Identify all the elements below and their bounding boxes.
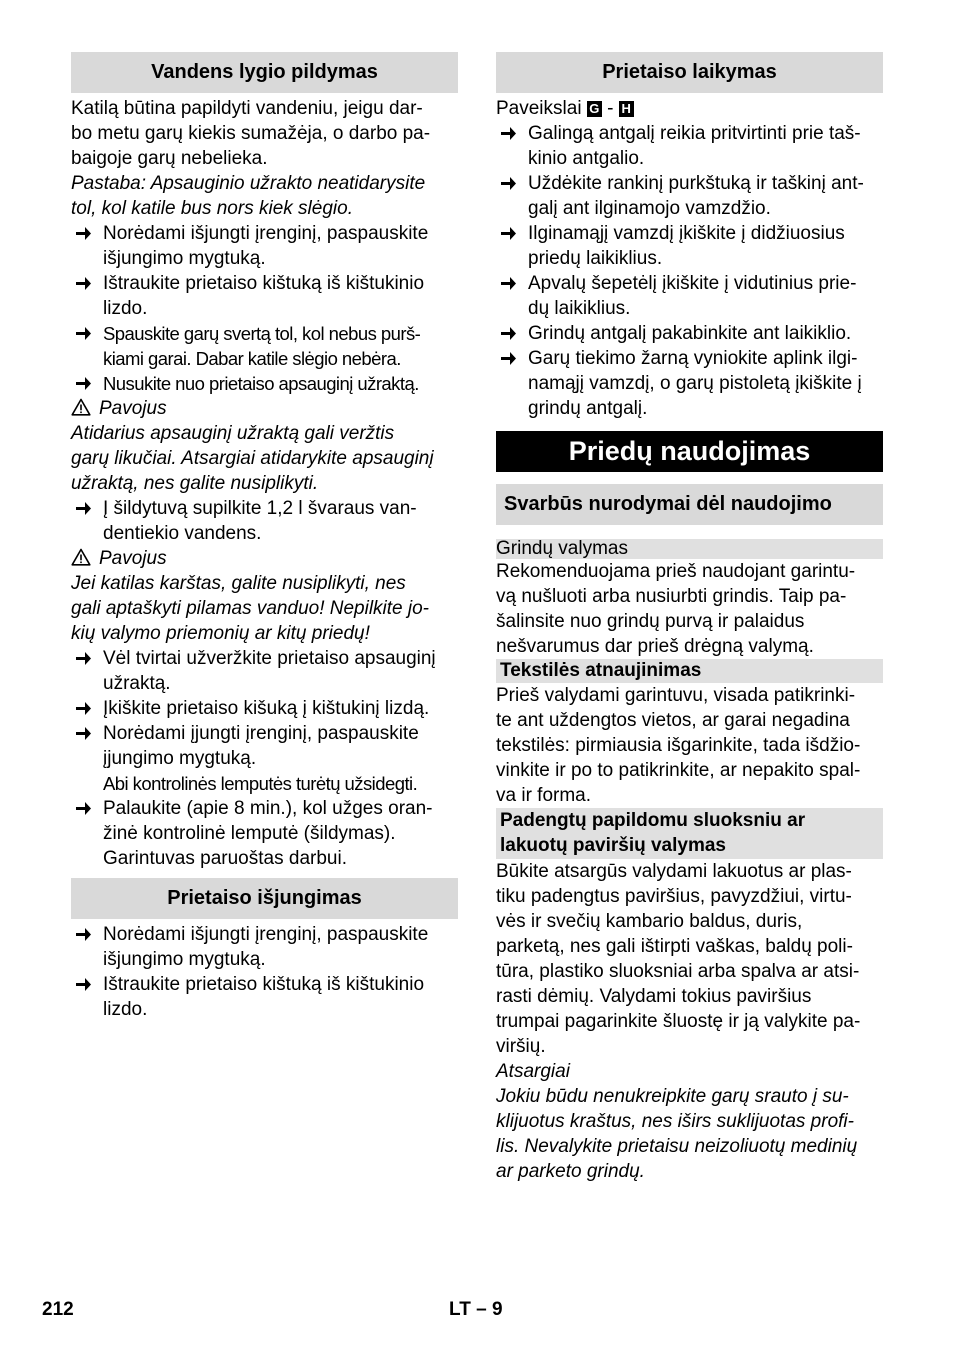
arrow-right-icon	[500, 125, 517, 142]
figure-label-h: H	[619, 101, 634, 117]
arrow-right-icon	[500, 175, 517, 192]
list-item: Vėl tvirtai užveržkite prietaiso apsauginį užraktą.	[71, 646, 458, 696]
list-item: Ištraukite prietaiso kištuką iš kištukinio lizdo.	[71, 972, 458, 1022]
arrow-right-icon	[75, 500, 92, 517]
list-item: Nusukite nuo prietaiso apsauginį užraktą.	[71, 371, 458, 396]
floor-text: Rekomenduojama prieš naudojant garintu- vą nušluoti arba nusiurbti grindis. Taip pa- šalinsite nuo grindų purvą ir palaidus nešvarumus dar prieš drėgną valymą.	[496, 561, 856, 657]
arrow-right-icon	[500, 325, 517, 342]
text-line: baigoje garų nebelieka.	[71, 148, 268, 169]
arrow-right-icon	[500, 350, 517, 367]
arrow-right-icon	[75, 325, 92, 342]
danger-text: Jei katilas karštas, galite nusiplikyti, nes gali aptaškyti pilamas vanduo! Nepilkite jo- kių valymo priemonių ar kitų priedų!	[71, 573, 430, 644]
arrow-right-icon	[75, 225, 92, 242]
note-line: tol, kol katile bus nors kiek slėgio.	[71, 198, 353, 219]
page-number: 212	[42, 1299, 74, 1320]
figure-label-g: G	[587, 101, 602, 117]
arrow-right-icon	[75, 926, 92, 943]
arrow-right-icon	[75, 725, 92, 742]
list-item: Grindų antgalį pakabinkite ant laikiklio.	[496, 321, 883, 346]
note-line: Pastaba: Apsauginio užrakto neatidarysite	[71, 173, 426, 194]
list-item: Norėdami išjungti įrenginį, paspauskite išjungimo mygtuką.	[71, 221, 458, 271]
fill-note	[71, 171, 458, 221]
list-item: Norėdami įjungti įrenginį, paspauskite įjungimo mygtuką. Abi kontrolinės lemputės turėtų užsidegti.	[71, 721, 458, 796]
arrow-right-icon	[75, 976, 92, 993]
arrow-right-icon	[500, 275, 517, 292]
caution-text: Jokiu būdu nenukreipkite garų srauto į su- klijuotus kraštus, nes iširs suklijuotas profi- lis. Nevalykite prietaisu neizoliuotų medinių ar parketo grindų.	[496, 1086, 858, 1182]
subheading-coated: Padengtų papildomu sluoksniu ar lakuotų paviršių valymas	[496, 808, 883, 859]
right-column	[496, 52, 883, 1184]
chapter-heading-accessories: Priedų naudojimas	[496, 431, 883, 472]
arrow-right-icon	[75, 700, 92, 717]
list-item: Garų tiekimo žarną vyniokite aplink ilgi- namąjį vamzdį, o garų pistoletą įkiškite į grindų antgalį.	[496, 346, 883, 421]
danger-heading: Pavojus	[71, 396, 458, 421]
text-line: Katilą būtina papildyti vandeniu, jeigu dar-	[71, 98, 423, 119]
list-item: Į šildytuvą supilkite 1,2 l švaraus van- dentiekio vandens.	[71, 496, 458, 546]
subheading-floor: Grindų valymas	[496, 539, 883, 559]
textile-text: Prieš valydami garintuvu, visada patikrinki- te ant uždengtos vietos, ar garai negadina tekstilės: pirmiausia išgarinkite, tada išdžio- vinkite ir po to patikrinkite, ar nepakito spal- va ir forma.	[496, 685, 861, 806]
list-item: Įkiškite prietaiso kišuką į kištukinį lizdą.	[71, 696, 458, 721]
danger-text: Atidarius apsauginį užraktą gali veržtis garų likučiai. Atsargiai atidarykite apsauginį užraktą, nes galite nusiplikyti.	[71, 423, 434, 494]
warning-triangle-icon	[71, 548, 91, 566]
warning-triangle-icon	[71, 398, 91, 416]
list-item: Spauskite garų svertą tol, kol nebus purš- kiami garai. Dabar katile slėgio nebėra.	[71, 321, 458, 371]
list-item: Norėdami išjungti įrenginį, paspauskite išjungimo mygtuką.	[71, 922, 458, 972]
list-item: Apvalų šepetėlį įkiškite į vidutinius prie- dų laikiklius.	[496, 271, 883, 321]
caution-heading: Atsargiai	[496, 1061, 570, 1082]
list-item: Ištraukite prietaiso kištuką iš kištukinio lizdo.	[71, 271, 458, 321]
list-item: Galingą antgalį reikia pritvirtinti prie taš- kinio antgalio.	[496, 121, 883, 171]
arrow-right-icon	[500, 225, 517, 242]
arrow-right-icon	[75, 275, 92, 292]
section-heading-storage: Prietaiso laikymas	[496, 52, 883, 93]
arrow-right-icon	[75, 375, 92, 392]
left-column	[71, 52, 458, 1022]
arrow-right-icon	[75, 800, 92, 817]
section-heading-off: Prietaiso išjungimas	[71, 878, 458, 919]
footer-section: LT – 9	[449, 1299, 503, 1320]
section-heading-fill: Vandens lygio pildymas	[71, 52, 458, 93]
list-item: Ilginamąjį vamzdį įkiškite į didžiuosius priedų laikiklius.	[496, 221, 883, 271]
subheading-textile: Tekstilės atnaujinimas	[496, 659, 883, 683]
lamps-note: Abi kontrolinės lemputės turėtų užsidegti.	[103, 773, 418, 794]
danger-heading: Pavojus	[71, 546, 458, 571]
arrow-right-icon	[75, 650, 92, 667]
list-item: Palaukite (apie 8 min.), kol užges oran- žinė kontrolinė lemputė (šildymas). Garintuvas paruoštas darbui.	[71, 796, 458, 871]
fill-intro	[71, 96, 458, 171]
figure-reference: Paveikslai G - H	[496, 96, 883, 121]
text-line: bo metu garų kiekis sumažėja, o darbo pa-	[71, 123, 431, 144]
section-heading-important: Svarbūs nurodymai dėl naudojimo	[496, 484, 883, 525]
list-item: Uždėkite rankinį purkštuką ir taškinį ant- galį ant ilginamojo vamzdžio.	[496, 171, 883, 221]
coated-text: Būkite atsargūs valydami lakuotus ar plas- tiku padengtus paviršius, pavyzdžiui, virtu- vės ir svečių kambario baldus, duris, parketą, nes gali ištirpti vaškas, baldų poli- tūra, plastiko sluoksniai arba spalva ar atsi- rasti dėmių. Valydami tokius paviršius trumpai pagarinkite šluostę ir ją valykite pa- viršių.	[496, 861, 861, 1057]
